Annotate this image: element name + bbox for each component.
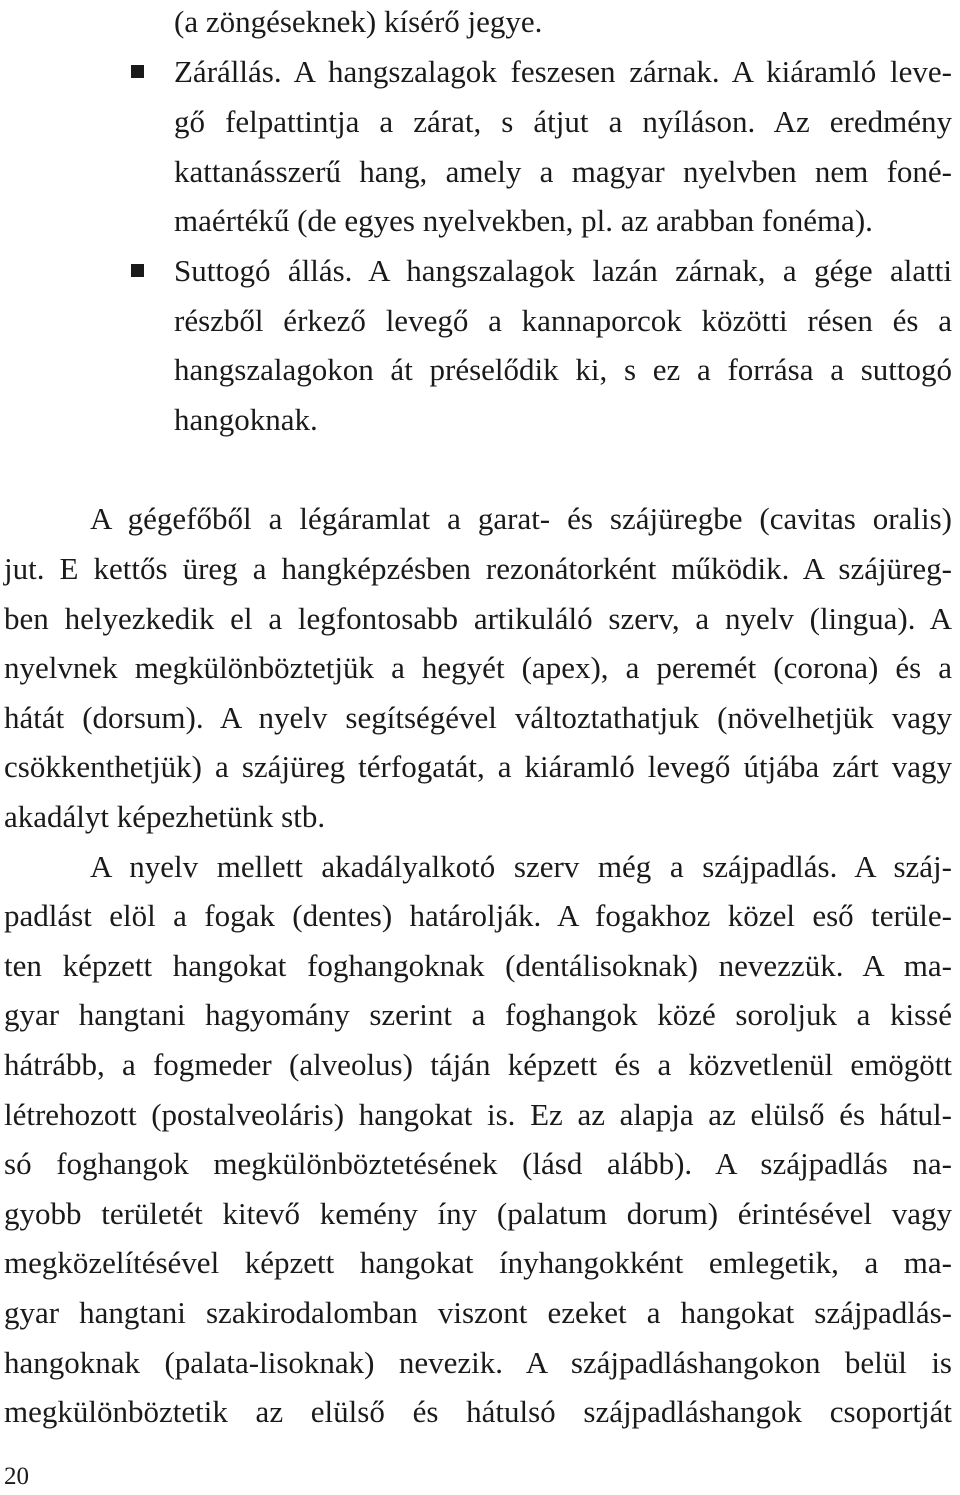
paragraph-line: só foghangok megkülönböztetésének (lásd alább). A szájpadlás na- xyxy=(4,1146,952,1181)
paragraph-line: megközelítésével képzett hangokat ínyhangokként emlegetik, a ma- xyxy=(4,1245,952,1280)
paragraph-line: nyelvnek megkülönböztetjük a hegyét (apex), a peremét (corona) és a xyxy=(4,650,952,685)
paragraph-line: megkülönböztetik az elülső és hátulsó szájpadláshangok csoportját xyxy=(4,1394,952,1429)
paragraph-line: hátát (dorsum). A nyelv segítségével változtathatjuk (növelhetjük vagy xyxy=(4,700,952,735)
list-item-line: gő felpattintja a zárat, s átjut a nyíláson. Az eredmény xyxy=(174,104,952,139)
paragraph-line: akadályt képezhetünk stb. xyxy=(4,799,326,834)
list-item-line: részből érkező levegő a kannaporcok közötti résen és a xyxy=(174,303,952,338)
list-item-line: maértékű (de egyes nyelvekben, pl. az arabban fonéma). xyxy=(174,203,873,238)
page-number: 20 xyxy=(4,1463,29,1490)
list-item-line: hangoknak. xyxy=(174,402,318,437)
list-item-line: Suttogó állás. A hangszalagok lazán zárnak, a gége alatti xyxy=(174,253,952,288)
paragraph-line: gyobb területét kitevő kemény íny (palatum dorum) érintésével vagy xyxy=(4,1196,952,1231)
list-item-line: kattanásszerű hang, amely a magyar nyelvben nem foné- xyxy=(174,154,952,189)
list-item-line: Zárállás. A hangszalagok feszesen zárnak. A kiáramló leve- xyxy=(174,54,952,89)
paragraph-line: létrehozott (postalveoláris) hangokat is. Ez az alapja az elülső és hátul- xyxy=(4,1097,952,1132)
paragraph-line: hangoknak (palata-lisoknak) nevezik. A szájpadláshangokon belül is xyxy=(4,1345,952,1380)
bullet-square-icon xyxy=(131,264,144,277)
list-item-continuation: (a zöngéseknek) kísérő jegye. xyxy=(174,4,543,39)
paragraph-line: A nyelv mellett akadályalkotó szerv még a szájpadlás. A száj- xyxy=(90,849,952,884)
paragraph-line: hátrább, a fogmeder (alveolus) táján képzett és a közvetlenül emögött xyxy=(4,1047,952,1082)
bullet-square-icon xyxy=(131,65,144,78)
paragraph-line: padlást elöl a fogak (dentes) határolják. A fogakhoz közel eső terüle- xyxy=(4,898,952,933)
paragraph-line: csökkenthetjük) a szájüreg térfogatát, a kiáramló levegő útjába zárt vagy xyxy=(4,749,952,784)
paragraph-line: A gégefőből a légáramlat a garat- és szájüregbe (cavitas oralis) xyxy=(90,501,952,536)
paragraph-line: ten képzett hangokat foghangoknak (dentálisoknak) nevezzük. A ma- xyxy=(4,948,952,983)
paragraph-line: ben helyezkedik el a legfontosabb artikuláló szerv, a nyelv (lingua). A xyxy=(4,601,952,636)
paragraph-line: gyar hangtani hagyomány szerint a foghangok közé soroljuk a kissé xyxy=(4,997,952,1032)
paragraph-line: jut. E kettős üreg a hangképzésben rezonátorként működik. A szájüreg- xyxy=(4,551,952,586)
paragraph-line: gyar hangtani szakirodalomban viszont ezeket a hangokat szájpadlás- xyxy=(4,1295,952,1330)
list-item-line: hangszalagokon át préselődik ki, s ez a forrása a suttogó xyxy=(174,352,952,387)
